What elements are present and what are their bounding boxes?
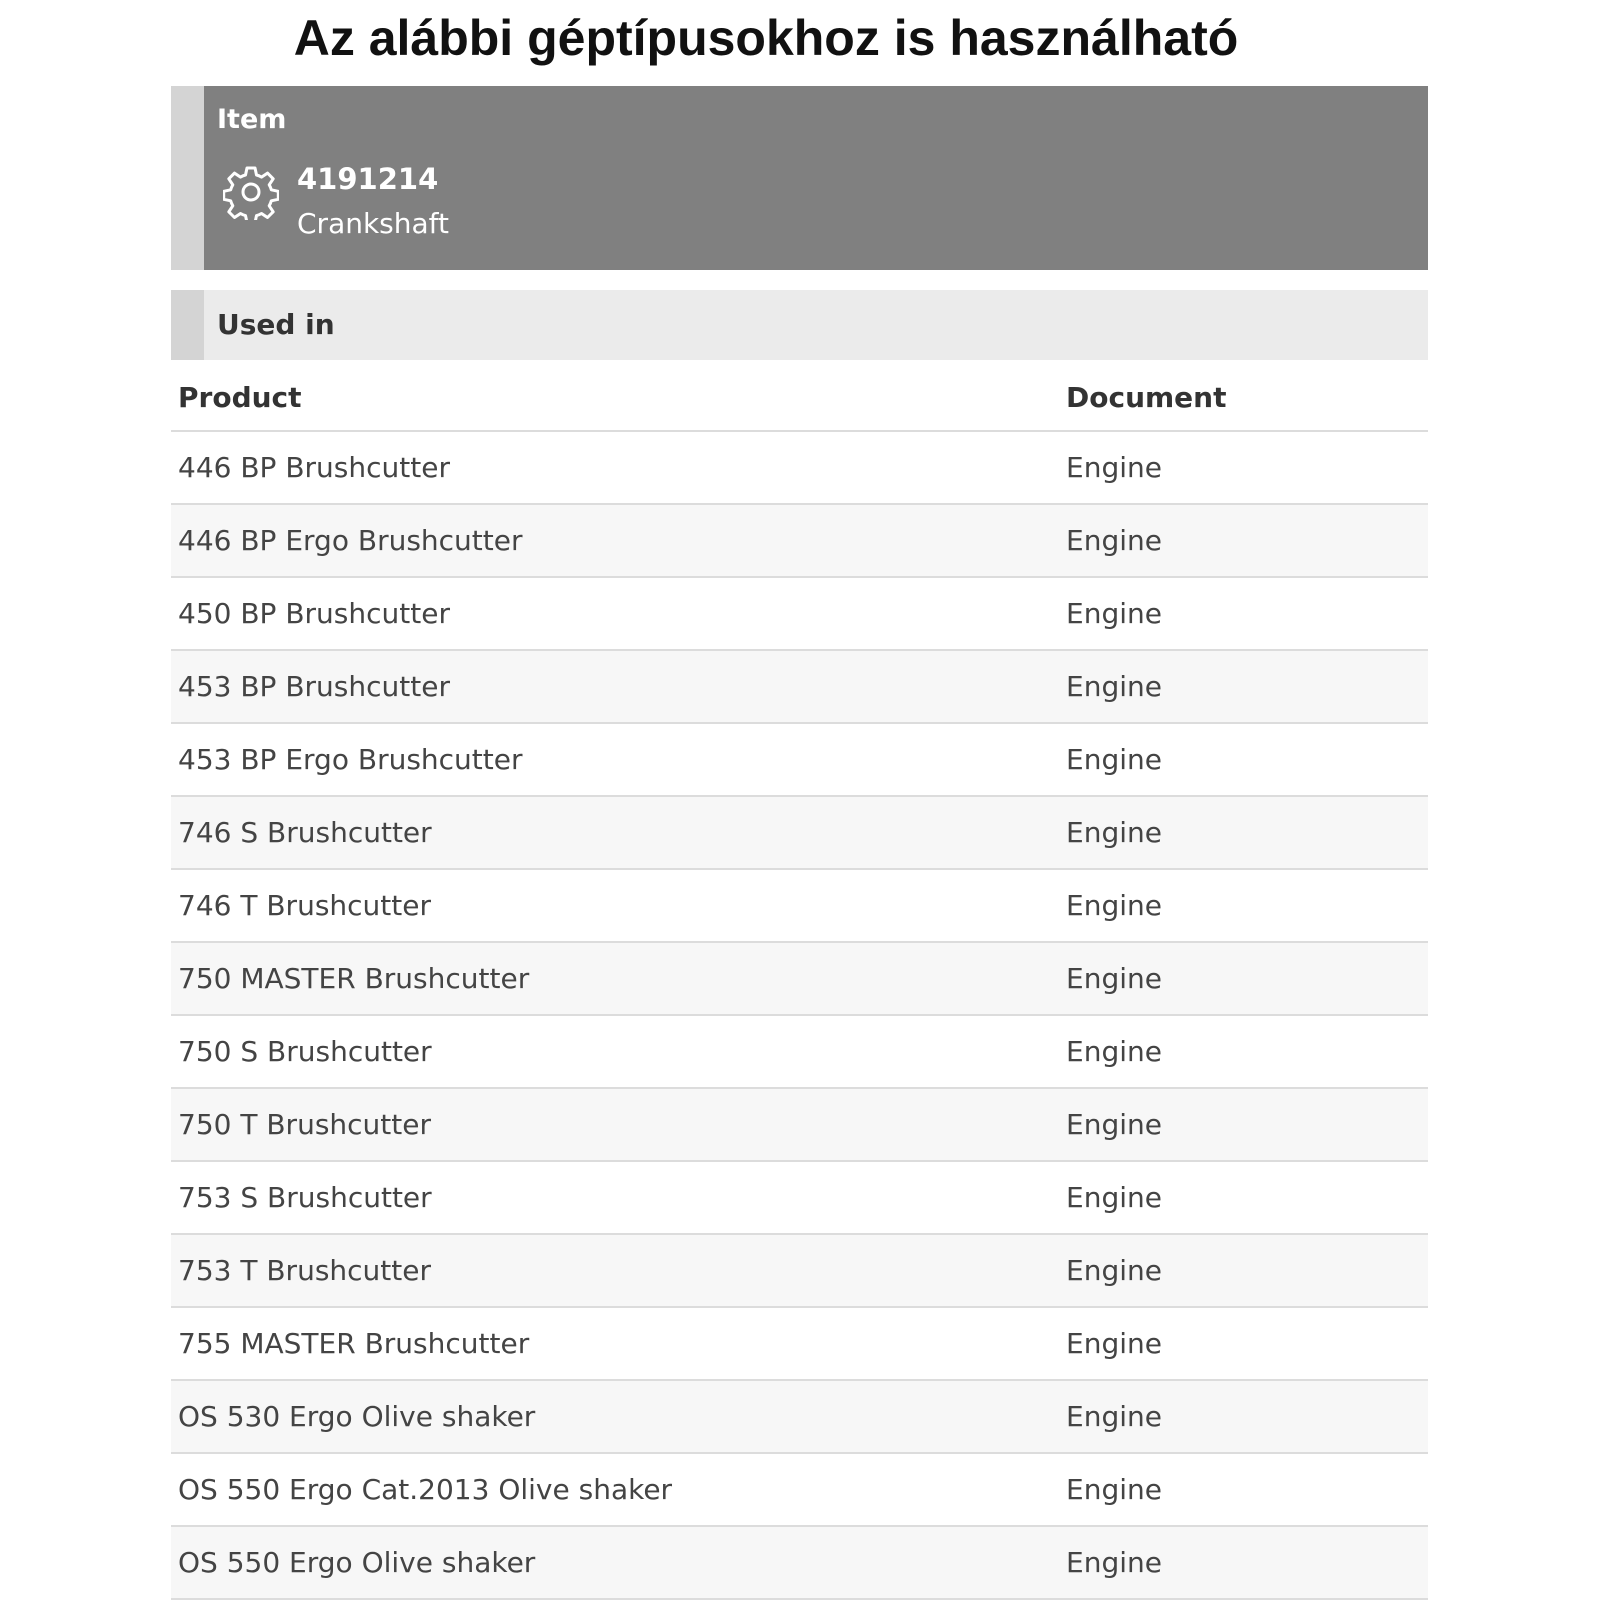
product-cell[interactable]: 746 T Brushcutter <box>178 889 431 922</box>
product-cell[interactable]: 753 T Brushcutter <box>178 1254 431 1287</box>
table-row[interactable] <box>171 1454 1428 1527</box>
product-cell[interactable]: 453 BP Ergo Brushcutter <box>178 743 523 776</box>
product-cell[interactable]: 746 S Brushcutter <box>178 816 432 849</box>
product-cell[interactable]: 753 S Brushcutter <box>178 1181 432 1214</box>
document-cell[interactable]: Engine <box>1066 1400 1162 1433</box>
table-row[interactable] <box>171 1527 1428 1600</box>
used-in-stripe <box>171 290 204 360</box>
item-label: Item <box>217 104 287 135</box>
item-description: Crankshaft <box>297 207 450 240</box>
page-title: Az alábbi géptípusokhoz is használható <box>293 10 1239 66</box>
document-cell[interactable]: Engine <box>1066 962 1162 995</box>
product-cell[interactable]: 446 BP Brushcutter <box>178 451 450 484</box>
document-cell[interactable]: Engine <box>1066 816 1162 849</box>
product-cell[interactable]: OS 530 Ergo Olive shaker <box>178 1400 536 1433</box>
document-cell[interactable]: Engine <box>1066 524 1162 557</box>
used-in-table <box>171 360 1428 1600</box>
product-cell[interactable]: 750 MASTER Brushcutter <box>178 962 530 995</box>
product-cell[interactable]: 750 T Brushcutter <box>178 1108 431 1141</box>
table-row[interactable] <box>171 1235 1428 1308</box>
table-row[interactable] <box>171 505 1428 578</box>
item-card <box>171 86 1428 270</box>
document-cell[interactable]: Engine <box>1066 1035 1162 1068</box>
product-cell[interactable]: 446 BP Ergo Brushcutter <box>178 524 523 557</box>
document-cell[interactable]: Engine <box>1066 1327 1162 1360</box>
table-row[interactable] <box>171 1162 1428 1235</box>
document-cell[interactable]: Engine <box>1066 1108 1162 1141</box>
used-in-header <box>171 290 1428 360</box>
gear-icon <box>223 164 279 220</box>
product-cell[interactable]: 450 BP Brushcutter <box>178 597 450 630</box>
document-cell[interactable]: Engine <box>1066 743 1162 776</box>
table-row[interactable] <box>171 432 1428 505</box>
table-row[interactable] <box>171 870 1428 943</box>
table-row[interactable] <box>171 1381 1428 1454</box>
product-cell[interactable]: 453 BP Brushcutter <box>178 670 450 703</box>
column-header-document: Document <box>1066 381 1227 414</box>
product-cell[interactable]: 755 MASTER Brushcutter <box>178 1327 530 1360</box>
document-cell[interactable]: Engine <box>1066 670 1162 703</box>
table-row[interactable] <box>171 797 1428 870</box>
product-cell[interactable]: 750 S Brushcutter <box>178 1035 432 1068</box>
column-header-product: Product <box>178 381 302 414</box>
item-number: 4191214 <box>297 162 439 196</box>
used-in-label: Used in <box>217 308 335 341</box>
table-row[interactable] <box>171 724 1428 797</box>
table-row[interactable] <box>171 1089 1428 1162</box>
table-row[interactable] <box>171 578 1428 651</box>
table-body <box>171 432 1428 1600</box>
document-cell[interactable]: Engine <box>1066 597 1162 630</box>
document-cell[interactable]: Engine <box>1066 1181 1162 1214</box>
document-cell[interactable]: Engine <box>1066 1254 1162 1287</box>
item-card-stripe <box>171 86 204 270</box>
product-cell[interactable]: OS 550 Ergo Olive shaker <box>178 1546 536 1579</box>
product-cell[interactable]: OS 550 Ergo Cat.2013 Olive shaker <box>178 1473 673 1506</box>
table-row[interactable] <box>171 1016 1428 1089</box>
document-cell[interactable]: Engine <box>1066 1546 1162 1579</box>
table-row[interactable] <box>171 943 1428 1016</box>
table-row[interactable] <box>171 1308 1428 1381</box>
document-cell[interactable]: Engine <box>1066 1473 1162 1506</box>
document-cell[interactable]: Engine <box>1066 889 1162 922</box>
document-cell[interactable]: Engine <box>1066 451 1162 484</box>
table-header <box>171 360 1428 432</box>
table-row[interactable] <box>171 651 1428 724</box>
